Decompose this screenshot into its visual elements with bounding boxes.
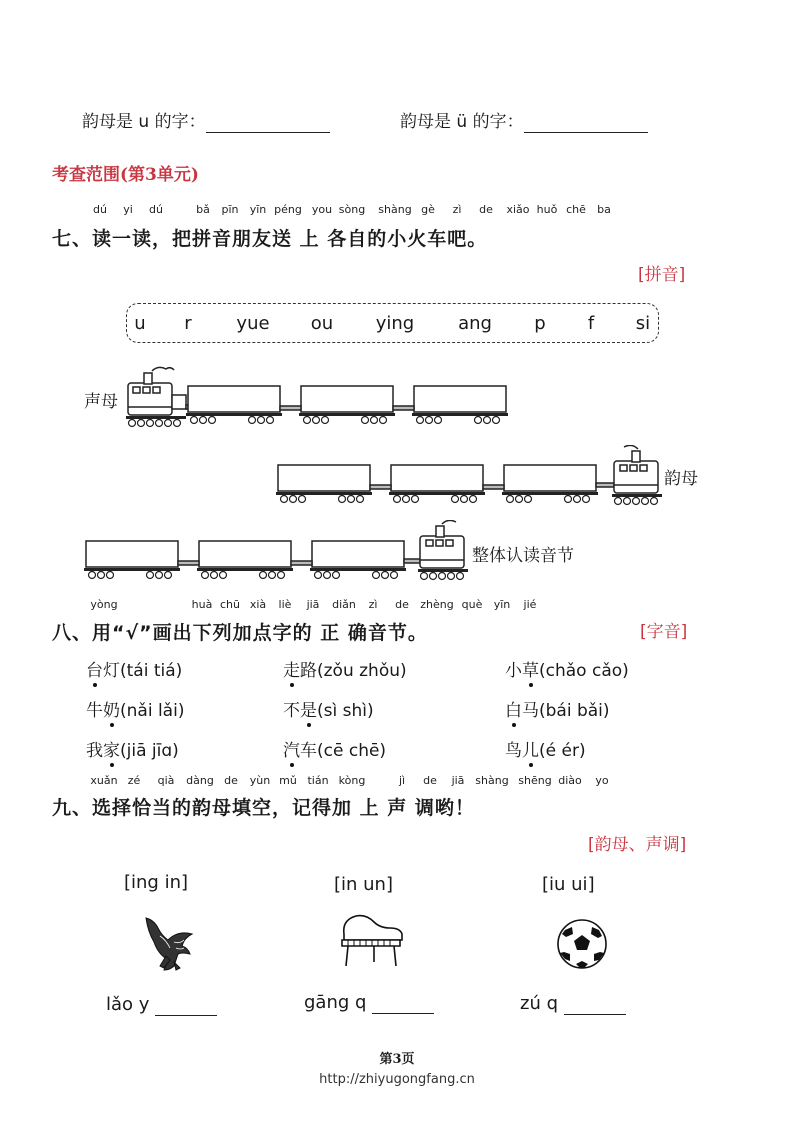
piano-icon [336, 912, 406, 970]
pinyin: péng [274, 203, 302, 216]
syllable-options[interactable]: (chǎo cǎo) [539, 661, 629, 681]
pinyin: de [395, 598, 409, 611]
answer-blank[interactable] [564, 993, 626, 1015]
train-label-initials: 声母 [84, 392, 118, 412]
q8-tag: [字音] [640, 622, 688, 642]
q8-item[interactable] [505, 656, 629, 681]
pinyin: mǔ [279, 774, 297, 787]
q8-item[interactable] [283, 696, 374, 721]
pinyin-card[interactable]: ou [310, 313, 334, 334]
pinyin: gè [421, 203, 435, 216]
pinyin-card[interactable]: yue [236, 313, 270, 334]
dotted-char: 儿 [522, 736, 539, 761]
answer-row [520, 993, 626, 1015]
pinyin: huà [191, 598, 213, 611]
syllable-options[interactable]: (bái bǎi) [539, 701, 610, 721]
dotted-char: 草 [522, 656, 539, 681]
train-finals[interactable] [276, 445, 666, 510]
answer-blank[interactable] [155, 994, 217, 1016]
pinyin: yo [595, 774, 609, 787]
pinyin: yi [123, 203, 133, 216]
char: 车 [300, 741, 317, 761]
pinyin: shàng [475, 774, 509, 787]
pinyin-card[interactable]: r [184, 313, 192, 334]
pinyin: de [224, 774, 238, 787]
pinyin: dú [149, 203, 163, 216]
pinyin: xiǎo [506, 203, 530, 216]
q9-title: 九、选择恰当的韵母填空，记得加 上 声 调哟！ [52, 797, 475, 819]
char: 灯 [103, 661, 120, 681]
fill-v-label: 韵母是 ü 的字： [400, 112, 524, 132]
answer-prefix: lǎo y [106, 994, 150, 1015]
pinyin: jiā [451, 774, 465, 787]
char: 牛 [86, 701, 103, 721]
q8-title: 八、用“√”画出下列加点字的 正 确音节。 [52, 622, 428, 644]
pinyin: shàng [378, 203, 412, 216]
pinyin: diào [558, 774, 582, 787]
pinyin: chū [220, 598, 240, 611]
pinyin: diǎn [332, 598, 356, 611]
q8-item[interactable] [505, 696, 610, 721]
fill-v-blank[interactable] [524, 112, 648, 133]
char: 马 [522, 701, 539, 721]
q8-item[interactable] [505, 736, 586, 761]
dotted-char: 是 [300, 696, 317, 721]
fill-v-row [400, 107, 648, 133]
syllable-options[interactable]: (é ér) [539, 741, 586, 761]
dotted-char: 白 [505, 696, 522, 721]
q9-tag: [韵母、声调] [588, 835, 687, 855]
pinyin: jié [523, 598, 537, 611]
pinyin: ba [597, 203, 611, 216]
choice-bracket: [iu ui] [542, 874, 595, 895]
dotted-char: 走 [283, 656, 300, 681]
pinyin: què [461, 598, 483, 611]
pinyin: yīn [493, 598, 511, 611]
pinyin-card[interactable]: si [635, 313, 651, 334]
q7-title: 七、读一读，把拼音朋友送 上 各自的小火车吧。 [52, 228, 488, 250]
syllable-options[interactable]: (zǒu zhǒu) [317, 661, 407, 681]
pinyin: yùn [249, 774, 271, 787]
pinyin: dú [93, 203, 107, 216]
scope-heading: 考查范围(第3单元) [52, 165, 199, 185]
dotted-char: 台 [86, 656, 103, 681]
footer-url[interactable]: http://zhiyugongfang.cn [319, 1072, 475, 1087]
page-number: 第3页 [379, 1052, 415, 1067]
pinyin: jiā [306, 598, 320, 611]
dotted-char: 汽 [283, 736, 300, 761]
syllable-options[interactable]: (cē chē) [317, 741, 387, 761]
fill-u-blank[interactable] [206, 112, 330, 133]
q8-item[interactable] [86, 696, 184, 721]
pinyin: de [423, 774, 437, 787]
fill-u-label: 韵母是 u 的字： [82, 112, 206, 132]
pinyin: yòng [90, 598, 118, 611]
pinyin: yīn [249, 203, 267, 216]
soccer-ball-icon [556, 918, 608, 970]
char: 小 [505, 661, 522, 681]
pinyin: zé [127, 774, 141, 787]
answer-prefix: zú q [520, 993, 559, 1014]
pinyin: huǒ [536, 203, 558, 216]
dotted-char: 家 [103, 736, 120, 761]
answer-row [304, 992, 434, 1014]
q8-item[interactable] [86, 656, 182, 681]
char: 我 [86, 741, 103, 761]
pinyin: dàng [186, 774, 214, 787]
pinyin: zì [452, 203, 462, 216]
pinyin: zhèng [420, 598, 454, 611]
pinyin: bǎ [196, 203, 210, 216]
pinyin: pīn [221, 203, 239, 216]
q7-tag: [拼音] [638, 265, 686, 285]
pinyin-card[interactable]: p [534, 313, 546, 334]
pinyin-card[interactable]: u [134, 313, 146, 334]
pinyin: tián [307, 774, 329, 787]
syllable-options[interactable]: (tái tiá) [120, 661, 183, 681]
train-label-whole-syllables: 整体认读音节 [472, 546, 574, 566]
syllable-options[interactable]: (nǎi lǎi) [120, 701, 185, 721]
pinyin: sòng [338, 203, 366, 216]
syllable-options[interactable]: (sì shì) [317, 701, 374, 721]
answer-prefix: gāng q [304, 992, 367, 1013]
pinyin: xià [249, 598, 267, 611]
train-label-finals: 韵母 [664, 469, 698, 489]
pinyin: liè [278, 598, 292, 611]
pinyin-card[interactable]: ying [375, 313, 415, 334]
pinyin: zì [368, 598, 378, 611]
choice-bracket: [ing in] [124, 872, 189, 893]
pinyin-card[interactable]: ang [458, 313, 492, 334]
syllable-options[interactable]: (jiā jīɑ) [120, 741, 179, 761]
pinyin: you [311, 203, 333, 216]
pinyin: shēng [518, 774, 552, 787]
pinyin: xuǎn [90, 774, 118, 787]
q8-item[interactable] [86, 736, 179, 761]
choice-bracket: [in un] [334, 874, 393, 895]
pinyin: qià [157, 774, 175, 787]
pinyin: de [479, 203, 493, 216]
pinyin: kòng [338, 774, 366, 787]
char: 鸟 [505, 741, 522, 761]
fill-u-row [82, 107, 330, 133]
eagle-icon [136, 912, 200, 974]
char: 不 [283, 701, 300, 721]
answer-blank[interactable] [372, 992, 434, 1014]
train-initials[interactable] [124, 365, 514, 430]
char: 路 [300, 661, 317, 681]
answer-row [106, 994, 217, 1016]
q8-item[interactable] [283, 736, 386, 761]
pinyin: jì [398, 774, 406, 787]
pinyin: chē [566, 203, 586, 216]
q8-item[interactable] [283, 656, 407, 681]
train-whole-syllables[interactable] [84, 520, 474, 585]
dotted-char: 奶 [103, 696, 120, 721]
pinyin-card[interactable]: f [587, 313, 595, 334]
